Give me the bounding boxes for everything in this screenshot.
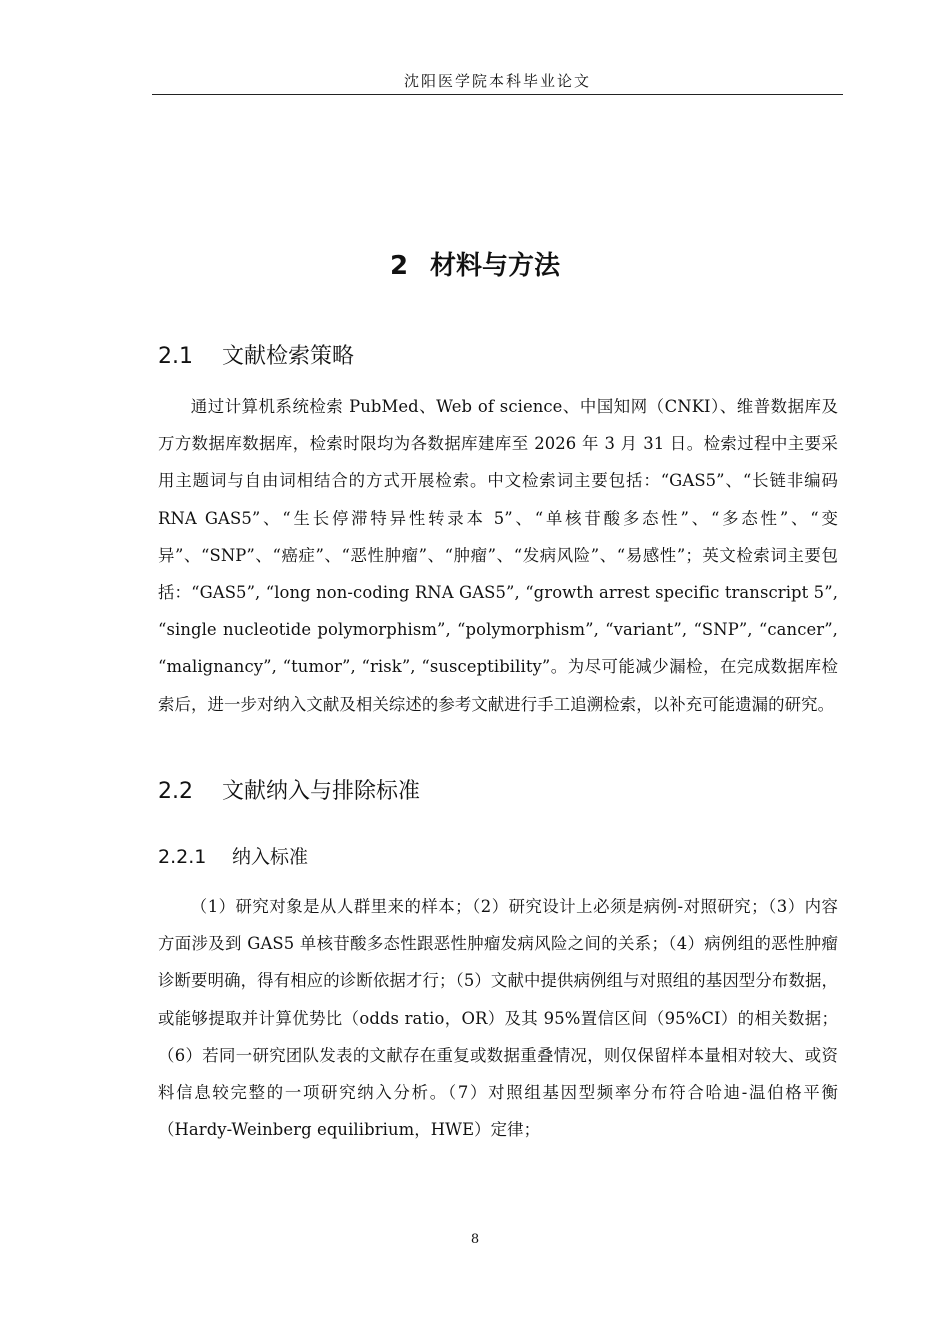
- section-title: 文献纳入与排除标准: [222, 779, 421, 804]
- section-heading-2-2: [158, 777, 420, 807]
- running-header-title: 沈阳医学院本科毕业论文: [403, 72, 591, 90]
- subsection-heading-2-2-1: [158, 843, 308, 871]
- section-title: 文献检索策略: [222, 344, 355, 369]
- body-paragraph-search-strategy: 通过计算机系统检索 PubMed、Web of science、中国知网（CNKI）、维普数据库及万方数据库数据库，检索时限均为各数据库建库至 2026 年 3 月 31 日。检索过程中主要采用主题词与自由词相结合的方式开展检索。中文检索词主要包括：“GAS5”、“长链非编码 RNA GAS5”、“生长停滞特异性转录本 5”、“单核苷酸多态性”、“多态性”、“变异”、“SNP”、“癌症”、“恶性肿瘤”、“肿瘤”、“发病风险”、“易感性”；英文检索词主要包括：“GAS5”, “long non-coding RNA GAS5”, “growth arrest specific transcript 5”, “single nucleotide polymorphism”, “polymorphism”, “variant”, “SNP”, “cancer”, “malignancy”, “tumor”, “risk”, “susceptibility”。为尽可能减少漏检，在完成数据库检索后，进一步对纳入文献及相关综述的参考文献进行手工追溯检索，以补充可能遗漏的研究。: [158, 397, 838, 714]
- section-number: 2.2: [158, 779, 193, 804]
- page-number: 8: [470, 1232, 480, 1247]
- subsection-title: 纳入标准: [232, 846, 309, 868]
- chapter-title: 材料与方法: [430, 251, 561, 281]
- section-number: 2.1: [158, 344, 193, 369]
- subsection-number: 2.2.1: [158, 846, 207, 868]
- running-header: [152, 70, 843, 95]
- chapter-number: 2: [389, 251, 409, 281]
- body-paragraph-inclusion-criteria: （1）研究对象是从人群里来的样本；（2）研究设计上必须是病例-对照研究；（3）内容方面涉及到 GAS5 单核苷酸多态性跟恶性肿瘤发病风险之间的关系；（4）病例组的恶性肿瘤诊断要明确，得有相应的诊断依据才行；（5）文献中提供病例组与对照组的基因型分布数据，或能够提取并计算优势比（odds ratio，OR）及其 95%置信区间（95%CI）的相关数据；（6）若同一研究团队发表的文献存在重复或数据重叠情况，则仅保留样本量相对较大、或资料信息较完整的一项研究纳入分析。（7）对照组基因型频率分布符合哈迪-温伯格平衡（Hardy-Weinberg equilibrium，HWE）定律；: [158, 897, 838, 1140]
- section-heading-2-1: [158, 342, 354, 372]
- chapter-heading: [0, 248, 950, 284]
